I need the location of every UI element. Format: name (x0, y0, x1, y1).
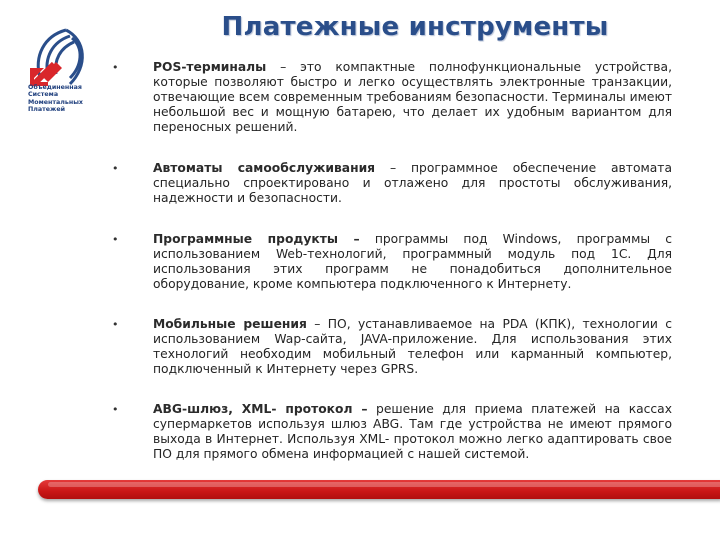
bottom-accent-bar (38, 480, 720, 499)
item-term: Программные продукты – (153, 232, 360, 246)
item-term: Автоматы самообслуживания (153, 161, 376, 175)
bullet-list (112, 60, 672, 462)
slide-title: Платежные инструменты (221, 12, 609, 42)
item-text: – ПО, устанавливаемое на PDA (КПК), технологии с использованием Wap-сайта, JAVA-приложение. Для использования этих технологий необходим мобильный телефон или карманный компьютер, подключенный к Интернету через GPRS. (153, 317, 672, 376)
list-item-self-service (112, 161, 672, 206)
logo-line: Моментальных (28, 98, 83, 106)
item-term: POS-терминалы (153, 60, 267, 74)
item-term: ABG-шлюз, XML- протокол – (153, 402, 368, 416)
bullet-icon: • (112, 403, 119, 416)
bullet-icon: • (112, 61, 119, 74)
list-item-abg-gateway (112, 402, 672, 462)
list-item-pos-terminals (112, 60, 672, 135)
list-item-software (112, 232, 672, 292)
logo-line: Платежей (28, 106, 66, 114)
bullet-icon: • (112, 233, 119, 246)
item-text: – это компактные полнофункциональные устройства, которые позволяют быстро и легко осуществлять электронные транзакции, отвечающие всем современным требованиям безопасности. Терминалы имеют небольшой вес и мощную батарею, что делает их удобным вариантом для переносных решений. (153, 60, 672, 134)
item-text: программы под Windows, программы с использованием Web-технологий, программный модуль под 1С. Для использования этих программ не понадобиться дополнительное оборудование, кроме компьютера подключенного к Интернету. (153, 232, 672, 291)
logo-line: Система (28, 91, 59, 99)
bullet-icon: • (112, 318, 119, 331)
bullet-icon: • (112, 162, 119, 175)
logo-caption (28, 84, 108, 114)
item-term: Мобильные решения (153, 317, 307, 331)
list-item-mobile (112, 317, 672, 377)
item-text: решение для приема платежей на кассах супермаркетов используя шлюз ABG. Там где устройства не имеют прямого выхода в Интернет. Используя XML- протокол можно легко адаптировать свое ПО для прямого обмена информацией с нашей системой. (153, 402, 672, 461)
item-text: – программное обеспечение автомата специально спроектировано и отлажено для простоты обслуживания, надежности и безопасности. (153, 161, 673, 205)
logo-line: Объединенная (28, 84, 82, 91)
